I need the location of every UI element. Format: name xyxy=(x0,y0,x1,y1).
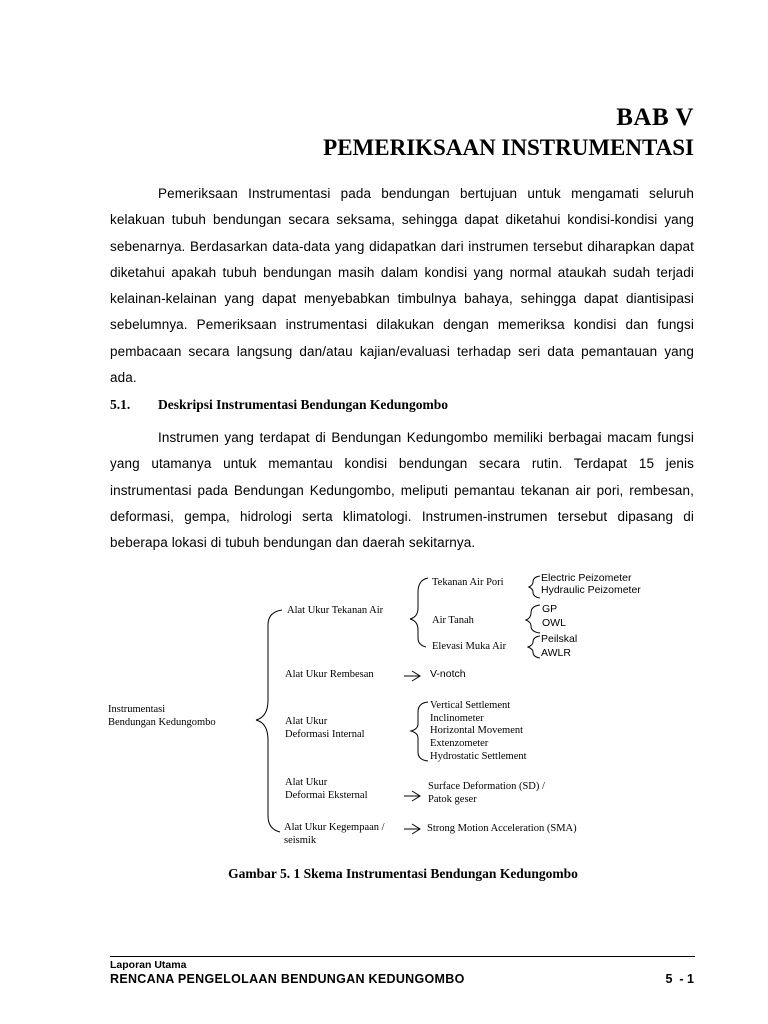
group-deformasi-eksternal-label-1: Alat Ukur xyxy=(285,777,328,788)
surface-deformation-item: Surface Deformation (SD) / xyxy=(428,781,545,792)
electric-peizometer-item: Electric Peizometer xyxy=(541,572,632,584)
air-tanah-brace xyxy=(526,605,540,633)
horizontal-movement-item: Horizontal Movement xyxy=(430,725,524,736)
tekanan-air-pori-brace xyxy=(529,576,540,598)
footer-divider xyxy=(110,956,695,957)
hydraulic-peizometer-item: Hydraulic Peizometer xyxy=(541,584,641,596)
group-deformasi-eksternal-label-2: Deformai Eksternal xyxy=(285,790,368,801)
deformasi-internal-brace xyxy=(411,702,428,761)
figure-caption: Gambar 5. 1 Skema Instrumentasi Bendungan Kedungombo xyxy=(228,866,578,881)
group-kegempaan-label-2: seismik xyxy=(284,835,317,846)
sma-item: Strong Motion Acceleration (SMA) xyxy=(427,823,577,834)
group-kegempaan-label-1: Alat Ukur Kegempaan / xyxy=(284,822,385,833)
diagram-root-line-1: Instrumentasi xyxy=(108,704,166,715)
tekanan-air-pori-label: Tekanan Air Pori xyxy=(432,577,504,588)
diagram-root-line-2: Bendungan Kedungombo xyxy=(108,717,216,728)
footer-report-label: Laporan Utama xyxy=(110,959,187,971)
group-rembesan-label: Alat Ukur Rembesan xyxy=(285,669,374,680)
elevasi-muka-air-label: Elevasi Muka Air xyxy=(432,641,507,652)
inclinometer-item: Inclinometer xyxy=(430,713,484,724)
v-notch-item: V-notch xyxy=(430,668,466,680)
section-paragraph: Instrumen yang terdapat di Bendungan Kedungombo memiliki berbagai macam fungsi yang utamanya untuk memantau kondisi bendungan secara rutin. Terdapat 15 jenis instrumentasi pada Bendungan Kedungombo, meliputi pemantau tekanan air pori, rembesan, deformasi, gempa, hidrologi serta klimatologi. Instrumen-instrumen tersebut dipasang di beberapa lokasi di tubuh bendungan dan daerah sekitarnya. xyxy=(110,430,694,551)
patok-geser-item: Patok geser xyxy=(428,794,477,805)
extenzometer-item: Extenzometer xyxy=(430,738,489,749)
group-tekanan-air-label: Alat Ukur Tekanan Air xyxy=(287,605,384,616)
gp-item: GP xyxy=(542,603,558,615)
group-deformasi-internal-label-1: Alat Ukur xyxy=(285,716,328,727)
section-title: Deskripsi Instrumentasi Bendungan Kedungombo xyxy=(158,397,448,412)
vertical-settlement-item: Vertical Settlement xyxy=(430,700,511,711)
peilskal-item: Peilskal xyxy=(541,633,578,645)
section-number: 5.1. xyxy=(110,397,131,412)
footer-report-title: RENCANA PENGELOLAAN BENDUNGAN KEDUNGOMBO xyxy=(110,972,465,986)
elevasi-muka-air-brace xyxy=(528,636,540,658)
chapter-label: BAB V xyxy=(616,104,694,131)
tekanan-air-brace xyxy=(410,578,428,647)
group-deformasi-internal-label-2: Deformasi Internal xyxy=(285,729,365,740)
owl-item: OWL xyxy=(542,617,566,629)
air-tanah-label: Air Tanah xyxy=(432,615,474,626)
main-brace xyxy=(256,610,282,832)
page-number: 5 - 1 xyxy=(665,972,694,986)
chapter-title: PEMERIKSAAN INSTRUMENTASI xyxy=(323,135,694,160)
intro-paragraph: Pemeriksaan Instrumentasi pada bendungan bertujuan untuk mengamati seluruh kelakuan tubuh bendungan secara seksama, sehingga dapat diketahui kondisi-kondisi yang sebenarnya. Berdasarkan data-data yang didapatkan dari instrumen tersebut diharapkan dapat diketahui apakah tubuh bendungan masih dalam kondisi yang normal ataukah sudah terjadi kelainan-kelainan yang dapat menyebabkan timbulnya bahaya, sehingga dapat diantisipasi sebelumnya. Pemeriksaan instrumentasi dilakukan dengan memeriksa kondisi dan fungsi pembacaan secara langsung dan/atau kajian/evaluasi terhadap seri data pemantauan yang ada. xyxy=(110,186,694,386)
hydrostatic-settlement-item: Hydrostatic Settlement xyxy=(430,751,527,762)
awlr-item: AWLR xyxy=(541,647,571,659)
